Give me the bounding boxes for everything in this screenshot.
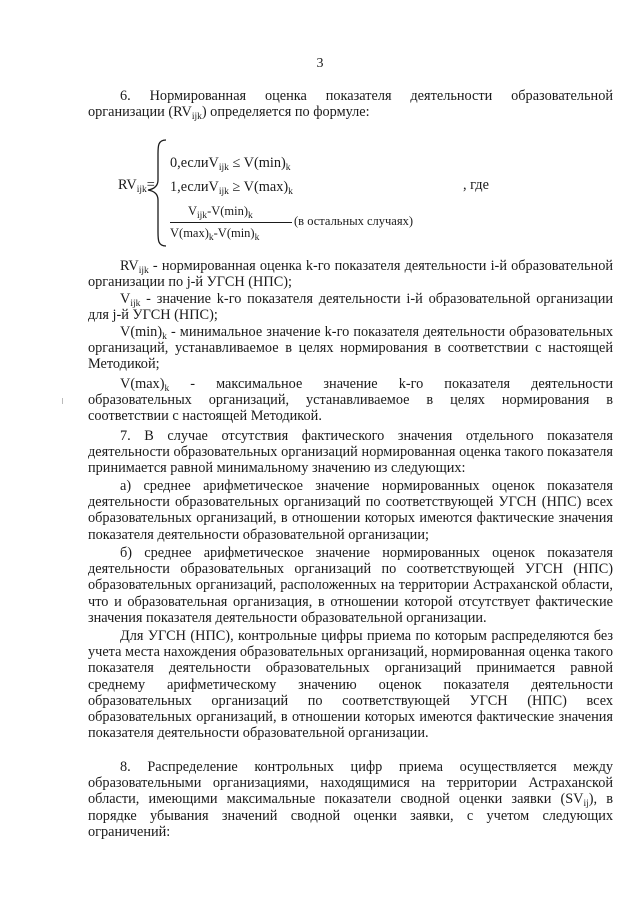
formula-denominator: $V(\max)_k-V(\min)_k$ bbox=[170, 226, 260, 243]
definition-vmax: $V(\max)_k$ - максимальное значение k-го показателя деятельности образовательных организаций, устанавливаемое в целях нормирования в соответствии с настоящей Методикой. bbox=[88, 376, 613, 425]
formula-block bbox=[118, 132, 618, 252]
formula-case-1: 0,еслиV$_{ijk}$ ≤ $V(\min)_k$ bbox=[170, 155, 291, 173]
paragraph-ugsn: Для УГСН (НПС), контрольные цифры приема по которым распределяются без учета места нахождения образовательных организаций, нормированная оценка такого показателя деятельности образовательных организаций принимается равной среднему арифметическому значению оценок показателя деятельности образовательных организаций по соответствующей УГСН (НПС) всех образовательных организаций, в отношении которых имеются фактические значения показателя деятельности образовательной организации. bbox=[88, 628, 613, 742]
paragraph-7b: б) среднее арифметическое значение нормированных оценок показателя деятельности образовательных организаций по соответствующей УГСН (НПС) образовательных организаций, расположенных на территории Астраханской области, что и образовательная организация, в отношении которой отсутствует фактические значения показателя деятельности образовательной организации. bbox=[88, 545, 613, 626]
page-number: 3 bbox=[316, 56, 324, 71]
fraction-bar bbox=[170, 222, 292, 223]
definition-vmin: $V(\min)_k$ - минимальное значение k-го показателя деятельности образовательных организаций, устанавливаемое в целях нормирования в соответствии с настоящей Методикой; bbox=[88, 324, 613, 373]
paragraph-6 bbox=[88, 88, 613, 123]
definition-rv: $RV_{ijk}$ - нормированная оценка k-го показателя деятельности i-й образовательной организации по j-й УГСН (НПС); bbox=[88, 258, 613, 291]
formula-numerator: $V_{ijk}-V(\min)_k$ bbox=[188, 204, 253, 221]
paragraph-6-line1: 6. Нормированная оценка показателя деятельности образовательной bbox=[120, 88, 613, 104]
formula-lhs: $RV_{ijk}=$ bbox=[118, 177, 155, 195]
definition-v: $V_{ijk}$ - значение k-го показателя деятельности i-й образовательной организации для j-й УГСН (НПС); bbox=[88, 291, 613, 324]
paragraph-8: 8. Распределение контрольных цифр приема осуществляется между образовательными организациями, находящимися на территории Астраханской области, имеющими максимальные показатели сводной оценки заявки $(SV_{ij})$, в порядке убывания значений сводной оценки заявки, с учетом следующих ограничений: bbox=[88, 759, 613, 840]
formula-where: , где bbox=[463, 177, 489, 193]
formula-otherwise: (в остальных случаях) bbox=[294, 214, 414, 228]
formula-case-2: 1,еслиV$_{ijk}$ ≥ $V(\max)_k$ bbox=[170, 179, 293, 197]
paragraph-7a: а) среднее арифметическое значение нормированных оценок показателя деятельности образовательных организаций по соответствующей УГСН (НПС) всех образовательных организаций, в отношении которых имеются фактические значения показателя деятельности образовательной организации; bbox=[88, 478, 613, 543]
paragraph-6-line2: организации $(RV_{ijk})$ определяется по формуле: bbox=[88, 104, 370, 123]
paragraph-7: 7. В случае отсутствия фактического значения отдельного показателя деятельности образовательных организаций нормированная оценка такого показателя принимается равной минимальному значению из следующих: bbox=[88, 428, 613, 477]
margin-mark bbox=[62, 398, 63, 404]
